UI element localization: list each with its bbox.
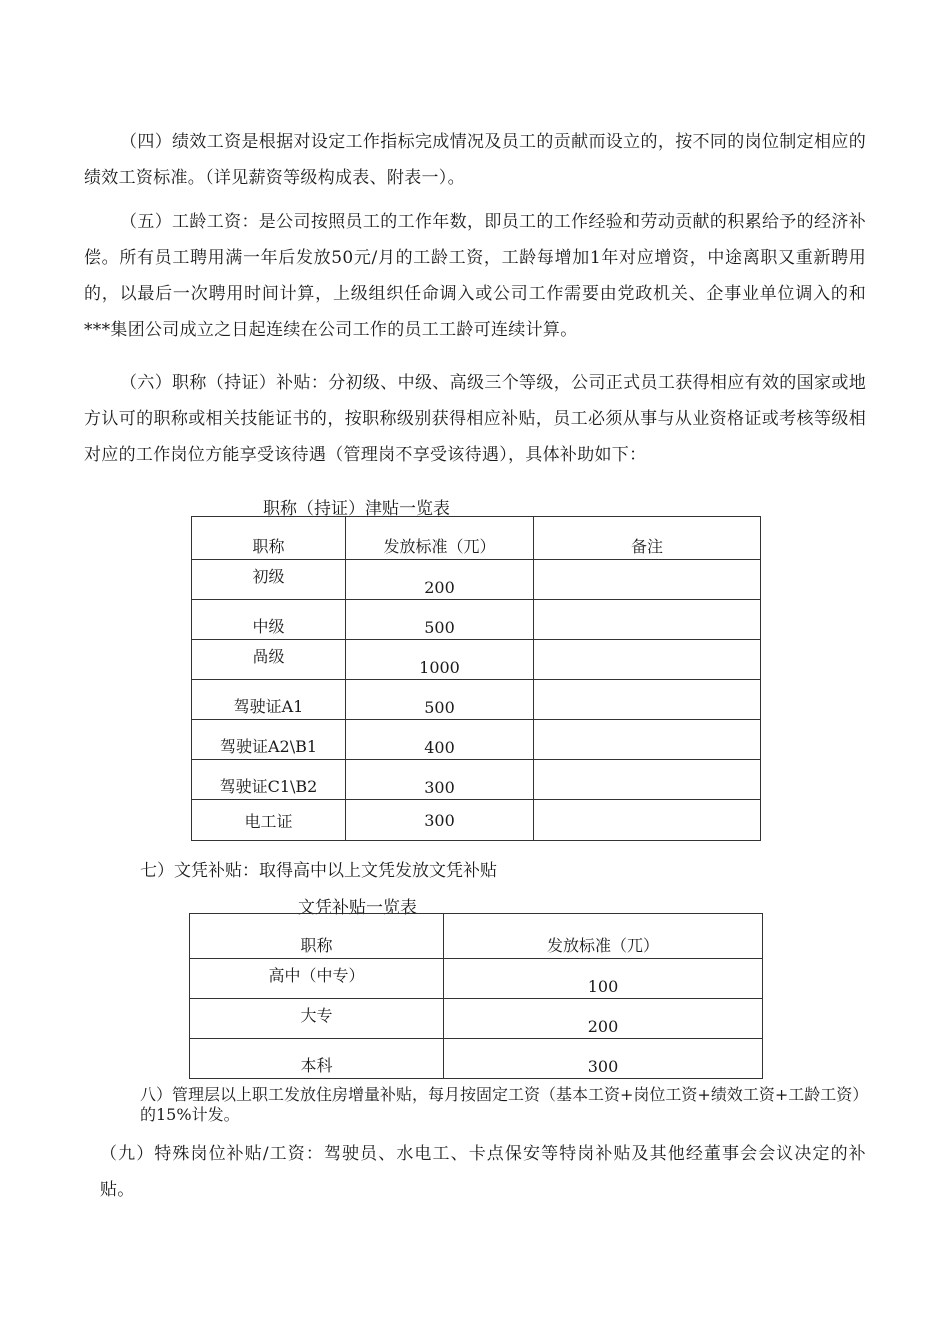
table-header-row <box>190 914 763 959</box>
header-amount: 发放标准（兀） <box>346 517 534 560</box>
cell-amount: 500 <box>346 680 534 720</box>
cell-amount: 300 <box>346 760 534 800</box>
cell-note <box>534 680 761 720</box>
cell-title: 驾驶证A2\B1 <box>192 720 346 760</box>
cell-title: 驾驶证A1 <box>192 680 346 720</box>
title-allowance-table <box>191 516 761 841</box>
header-amount: 发放标准（兀） <box>444 914 763 959</box>
table-row <box>190 999 763 1039</box>
cell-amount: 100 <box>444 959 763 999</box>
paragraph-special-post-allowance: （九）特殊岗位补贴/工资：驾驶员、水电工、卡点保安等特岗补贴及其他经董事会会议决定的补贴。 <box>100 1144 866 1200</box>
table-header-row <box>192 517 761 560</box>
diploma-allowance-table <box>189 913 763 1079</box>
cell-title: 初级 <box>192 560 346 600</box>
table-row <box>192 560 761 600</box>
cell-note <box>534 800 761 841</box>
paragraph-housing-allowance: 八）管理层以上职工发放住房增量补贴，每月按固定工资（基本工资+岗位工资+绩效工资+工龄工资）的15%计发。 <box>140 1085 861 1124</box>
table-row <box>192 720 761 760</box>
cell-title: 咼级 <box>192 640 346 680</box>
paragraph-diploma-allowance: 七）文凭补贴：取得高中以上文凭发放文凭补贴 <box>140 861 497 881</box>
cell-title: 中级 <box>192 600 346 640</box>
cell-amount: 300 <box>444 1039 763 1079</box>
table-row <box>192 600 761 640</box>
header-note: 备注 <box>534 517 761 560</box>
table1-caption: 职称（持证）津贴一览表 <box>263 499 450 519</box>
table-row <box>192 800 761 841</box>
table2-caption: 文凭补贴一览表 <box>298 898 417 918</box>
cell-note <box>534 640 761 680</box>
cell-note <box>534 760 761 800</box>
cell-amount: 400 <box>346 720 534 760</box>
header-title: 职称 <box>192 517 346 560</box>
table-row <box>192 680 761 720</box>
cell-amount: 1000 <box>346 640 534 680</box>
cell-amount: 200 <box>346 560 534 600</box>
table-row <box>190 959 763 999</box>
table-row <box>192 760 761 800</box>
cell-amount: 300 <box>346 800 534 841</box>
cell-note <box>534 560 761 600</box>
cell-note <box>534 600 761 640</box>
table-row <box>190 1039 763 1079</box>
table-row <box>192 640 761 680</box>
cell-title: 大专 <box>190 999 444 1039</box>
paragraph-performance-pay: （四）绩效工资是根据对设定工作指标完成情况及员工的贡献而设立的，按不同的岗位制定相应的绩效工资标准。（详见薪资等级构成表、附表一）。 <box>84 132 866 188</box>
cell-title: 驾驶证C1\B2 <box>192 760 346 800</box>
paragraph-seniority-pay: （五）工龄工资：是公司按照员工的工作年数，即员工的工作经验和劳动贡献的积累给予的经济补偿。所有员工聘用满一年后发放50元/月的工龄工资，工龄每增加1年对应增资，中途离职又重新聘用的，以最后一次聘用时间计算，上级组织任命调入或公司工作需要由党政机关、企事业单位调入的和***集团公司成立之日起连续在公司工作的员工工龄可连续计算。 <box>84 212 866 340</box>
cell-note <box>534 720 761 760</box>
cell-amount: 500 <box>346 600 534 640</box>
header-title: 职称 <box>190 914 444 959</box>
paragraph-title-allowance: （六）职称（持证）补贴：分初级、中级、高级三个等级，公司正式员工获得相应有效的国家或地方认可的职称或相关技能证书的，按职称级别获得相应补贴，员工必须从事与从业资格证或考核等级相对应的工作岗位方能享受该待遇（管理岗不享受该待遇），具体补助如下： <box>84 373 866 465</box>
cell-title: 本科 <box>190 1039 444 1079</box>
cell-amount: 200 <box>444 999 763 1039</box>
cell-title: 高中（中专） <box>190 959 444 999</box>
cell-title: 电工证 <box>192 800 346 841</box>
